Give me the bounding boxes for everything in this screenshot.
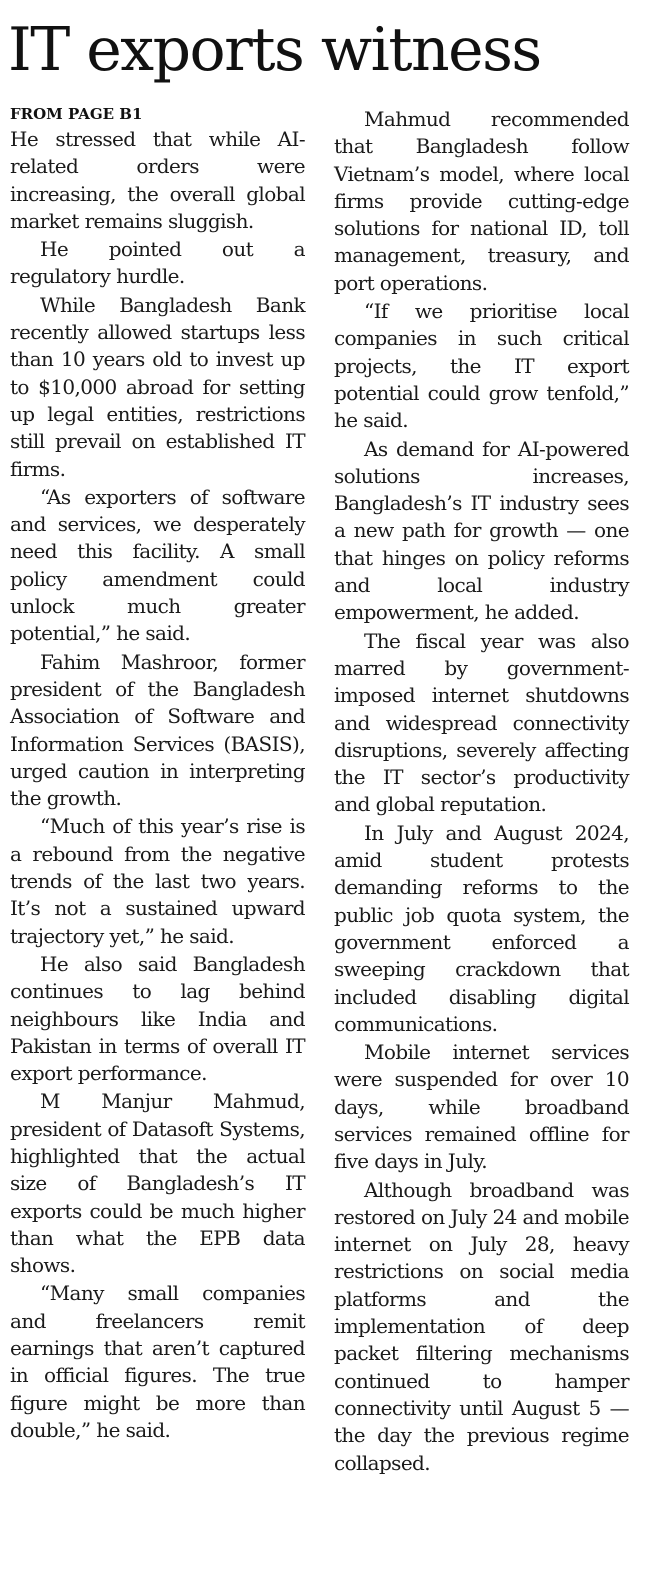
article-paragraph: “Much of this year’s rise is a rebound from the negative trends of the last two years. It’s not a sustained upward trajectory yet,” he said.	[10, 814, 305, 948]
article-paragraph: While Bangladesh Bank recently allowed startups less than 10 years old to invest up to $10,000 abroad for setting up legal entities, restrictions still prevail on established IT firms.	[10, 292, 305, 481]
article-paragraph: “If we prioritise local companies in such critical projects, the IT export potential could grow tenfold,” he said.	[334, 299, 629, 433]
article-paragraph: As demand for AI-powered solutions increases, Bangladesh’s IT industry sees a new path for growth — one that hinges on policy reforms and local industry empowerment, he added.	[334, 436, 629, 625]
article-column-right	[334, 106, 629, 1477]
article-paragraph: He stressed that while AI-related orders were increasing, the overall global market remains sluggish.	[10, 127, 305, 233]
article-paragraph: The fiscal year was also marred by government-imposed internet shutdowns and widespread connectivity disruptions, severely affecting the IT sector’s productivity and global reputation.	[334, 628, 629, 817]
article-paragraph: “As exporters of software and services, we desperately need this facility. A small policy amendment could unlock much greater potential,” he said.	[10, 484, 305, 646]
article-headline: IT exports witness	[8, 15, 541, 85]
article-paragraph: Although broadband was restored on July 24 and mobile internet on July 28, heavy restrictions on social media platforms and the implementation of deep packet filtering mechanisms continued to hamper connectivity until August 5 — the day the previous regime collapsed.	[334, 1177, 629, 1475]
article-paragraph: “Many small companies and freelancers remit earnings that aren’t captured in official figures. The true figure might be more than double,” he said.	[10, 1281, 305, 1442]
article-paragraph: He pointed out a regulatory hurdle.	[10, 237, 305, 289]
article-paragraph: M Manjur Mahmud, president of Datasoft Systems, highlighted that the actual size of Bangladesh’s IT exports could be much higher than what the EPB data shows.	[10, 1089, 305, 1278]
article-paragraph: In July and August 2024, amid student protests demanding reforms to the public job quota system, the government enforced a sweeping crackdown that included disabling digital communications.	[334, 820, 629, 1036]
article-paragraph: He also said Bangladesh continues to lag behind neighbours like India and Pakistan in terms of overall IT export performance.	[10, 951, 305, 1086]
article-paragraph: Mobile internet services were suspended for over 10 days, while broadband services remained offline for five days in July.	[334, 1040, 629, 1174]
article-paragraph: Mahmud recommended that Bangladesh follow Vietnam’s model, where local firms provide cutting-edge solutions for national ID, toll management, treasury, and port operations.	[334, 107, 629, 295]
article-column-left	[10, 104, 305, 1444]
continuation-kicker: FROM PAGE B1	[10, 105, 143, 123]
article-paragraph: Fahim Mashroor, former president of the Bangladesh Association of Software and Information Services (BASIS), urged caution in interpreting the growth.	[10, 649, 305, 811]
